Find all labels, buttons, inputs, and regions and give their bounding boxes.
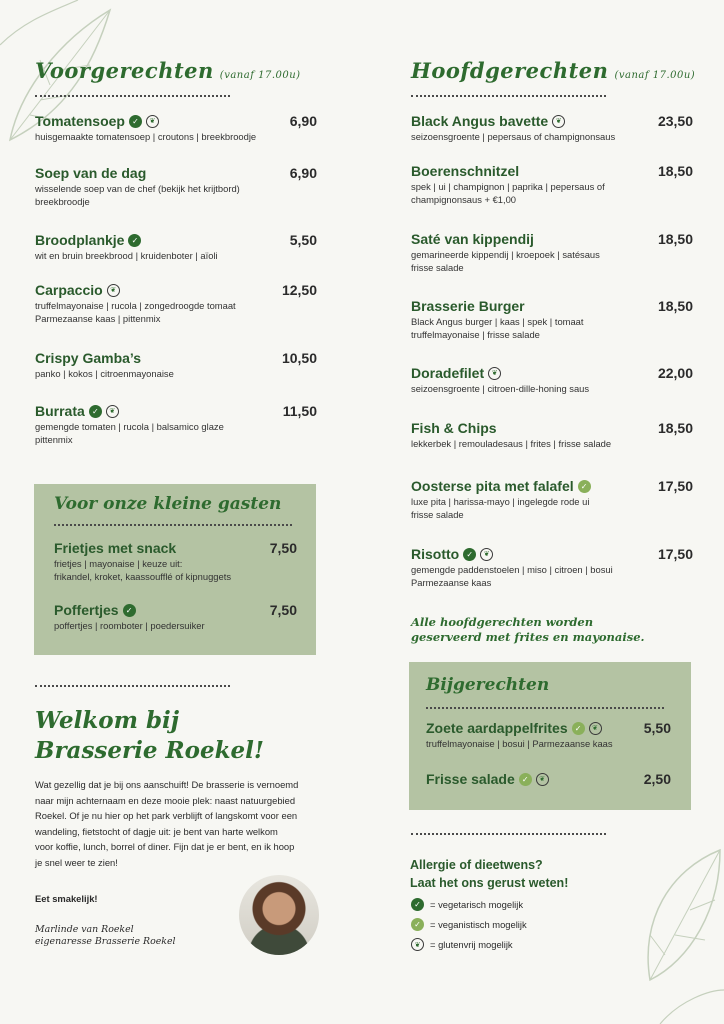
welcome-line: wandeling, fietstocht of dagje uit: je bent van harte welkom [35, 825, 278, 837]
description-line: seizoensgroente | citroen-dille-honing saus [411, 383, 590, 394]
vegan-icon: ✓ [572, 722, 585, 735]
menu-item-price: 23,50 [657, 113, 693, 129]
menu-item-price: 17,50 [657, 478, 693, 494]
menu-item [35, 350, 317, 381]
menu-item [411, 420, 693, 451]
menu-item-price: 18,50 [657, 231, 693, 247]
divider [35, 95, 230, 97]
menu-item-header [426, 720, 671, 736]
description-line: truffelmayonaise | frisse salade [411, 328, 540, 340]
description-line: Parmezaanse kaas | pittenmix [35, 312, 161, 324]
menu-item [35, 165, 317, 208]
description-line: breekbroodje [35, 195, 90, 207]
welcome-title [35, 706, 264, 766]
menu-item-name: Carpaccio [35, 282, 103, 298]
menu-item-header [35, 232, 317, 248]
menu-item-price: 11,50 [282, 403, 317, 419]
welcome-paragraph [35, 777, 325, 871]
welcome-title-line: Brasserie Roekel! [35, 737, 264, 764]
menu-item-description [35, 421, 317, 446]
description-line: spek | ui | champignon | paprika | pepersaus of [411, 181, 605, 192]
menu-item-header [54, 602, 297, 618]
gluten-free-icon: ❦ [146, 115, 159, 128]
menu-item-header [411, 298, 693, 314]
description-line: seizoensgroente | pepersaus of champignonsaus [411, 131, 616, 142]
menu-item-description [35, 368, 317, 381]
vegetarian-icon: ✓ [129, 115, 142, 128]
description-line: gemengde tomaten | rucola | balsamico glaze [35, 421, 224, 432]
welcome-line: voor koffie, lunch, borrel of diner. Fijn dat je er bent, en ik hoop [35, 841, 295, 853]
menu-item-price: 10,50 [281, 350, 317, 366]
menu-item [426, 720, 671, 751]
menu-item-header [35, 403, 317, 419]
gluten-free-icon: ❦ [411, 938, 424, 951]
menu-item [411, 546, 693, 589]
menu-item [411, 113, 693, 144]
menu-item-name: Broodplankje [35, 232, 125, 248]
description-line: frisse salade [411, 261, 464, 273]
description-line: panko | kokos | citroenmayonaise [35, 368, 174, 379]
mains-title-text: Hoofdgerechten [411, 58, 609, 83]
menu-item-description [411, 383, 693, 396]
description-line: wit en bruin breekbrood | kruidenboter | aïoli [35, 250, 218, 261]
legend-label: = vegetarisch mogelijk [430, 899, 524, 910]
menu-item-header [411, 365, 693, 381]
vegetarian-icon: ✓ [123, 604, 136, 617]
allergy-heading [410, 856, 568, 892]
menu-item-price: 18,50 [657, 163, 693, 179]
menu-item-name: Crispy Gamba’s [35, 350, 142, 366]
menu-item-description [35, 300, 317, 325]
legend-label: = veganistisch mogelijk [430, 919, 527, 930]
menu-item [411, 365, 693, 396]
legend-row [411, 918, 527, 931]
menu-item [411, 163, 693, 206]
menu-item-name: Zoete aardappelfrites [426, 720, 568, 736]
menu-item-price: 2,50 [643, 771, 671, 787]
menu-item-price: 12,50 [281, 282, 317, 298]
menu-item-name: Frisse salade [426, 771, 515, 787]
description-line: frietjes | mayonaise | keuze uit: [54, 558, 183, 569]
starters-subtitle: (vanaf 17.00u) [219, 70, 301, 81]
menu-item-description [411, 316, 693, 341]
menu-item [54, 602, 297, 633]
gluten-free-icon: ❦ [589, 722, 602, 735]
menu-item-name: Frietjes met snack [54, 540, 177, 556]
owner-photo [239, 875, 319, 955]
vegetarian-icon: ✓ [89, 405, 102, 418]
menu-item [411, 231, 693, 274]
menu-item-price: 22,00 [657, 365, 693, 381]
menu-item-header [35, 282, 317, 298]
welcome-title-line: Welkom bij [35, 707, 180, 734]
allergy-line: Laat het ons gerust weten! [410, 876, 569, 890]
leaf-decoration-icon [0, 0, 80, 50]
gluten-free-icon: ❦ [536, 773, 549, 786]
gluten-free-icon: ❦ [552, 115, 565, 128]
menu-item-description [411, 249, 693, 274]
menu-item-header [35, 113, 317, 129]
welcome-line: je snel weer te zien! [35, 856, 118, 868]
menu-item-header [411, 546, 693, 562]
menu-item-price: 5,50 [289, 232, 317, 248]
menu-item-name: Burrata [35, 403, 85, 419]
menu-item-price: 7,50 [269, 602, 297, 618]
vegetarian-icon: ✓ [411, 898, 424, 911]
description-line: truffelmayonaise | rucola | zongedroogde tomaat [35, 300, 236, 311]
menu-item [35, 113, 317, 144]
vegan-icon: ✓ [578, 480, 591, 493]
description-line: luxe pita | harissa-mayo | ingelegde rode ui [411, 496, 590, 507]
menu-item-name: Soep van de dag [35, 165, 147, 181]
welcome-line: naar mijn achternaam en deze mooie plek: naast natuurgebied [35, 794, 296, 806]
menu-item-name: Saté van kippendij [411, 231, 534, 247]
menu-item-header [35, 350, 317, 366]
sides-title: Bijgerechten [426, 675, 550, 695]
divider [411, 833, 606, 835]
divider [411, 95, 606, 97]
menu-item-name: Oosterse pita met falafel [411, 478, 574, 494]
welcome-line: Wat gezellig dat je bij ons aanschuift! De brasserie is vernoemd [35, 779, 299, 790]
description-line: truffelmayonaise | bosui | Parmezaanse kaas [426, 738, 613, 749]
menu-item-name: Brasserie Burger [411, 298, 525, 314]
signature [35, 924, 176, 948]
menu-item-header [411, 163, 693, 179]
legend-row [411, 938, 513, 951]
allergy-line: Allergie of dieetwens? [410, 858, 543, 872]
description-line: gemarineerde kippendij | kroepoek | satésaus [411, 249, 600, 260]
vegetarian-icon: ✓ [463, 548, 476, 561]
legend-label: = glutenvrij mogelijk [430, 939, 513, 950]
menu-item-name: Poffertjes [54, 602, 119, 618]
starters-title [35, 58, 301, 83]
mains-subtitle: (vanaf 17.00u) [614, 70, 696, 81]
menu-item-header [411, 420, 693, 436]
gluten-free-icon: ❦ [488, 367, 501, 380]
menu-item-header [411, 231, 693, 247]
menu-item-price: 6,90 [289, 113, 317, 129]
menu-item-name: Tomatensoep [35, 113, 125, 129]
menu-item-name: Fish & Chips [411, 420, 497, 436]
description-line: Black Angus burger | kaas | spek | tomaat [411, 316, 584, 327]
leaf-decoration-icon [620, 840, 724, 1024]
kids-title: Voor onze kleine gasten [54, 494, 282, 514]
menu-item-name: Doradefilet [411, 365, 485, 381]
menu-item-description [35, 131, 317, 144]
menu-item-description [411, 181, 693, 206]
menu-item-name: Risotto [411, 546, 460, 562]
menu-item [426, 771, 671, 789]
description-line: Parmezaanse kaas [411, 576, 492, 588]
menu-item [54, 540, 297, 583]
description-line: champignonsaus + €1,00 [411, 193, 517, 205]
menu-item-header [426, 771, 671, 787]
menu-item-description [426, 738, 671, 751]
gluten-free-icon: ❦ [106, 405, 119, 418]
menu-item-price: 18,50 [657, 298, 693, 314]
starters-title-text: Voorgerechten [35, 58, 214, 83]
mains-note-line: Alle hoofdgerechten worden [411, 615, 594, 629]
menu-item-price: 18,50 [657, 420, 693, 436]
divider [35, 685, 230, 687]
menu-item-description [411, 131, 693, 144]
description-line: frikandel, kroket, kaassoufflé of kipnuggets [54, 570, 232, 582]
vegan-icon: ✓ [411, 918, 424, 931]
menu-item-description [411, 564, 693, 589]
menu-item-header [35, 165, 317, 181]
description-line: poffertjes | roomboter | poedersuiker [54, 620, 205, 631]
closing-text: Eet smakelijk! [35, 893, 98, 904]
menu-item-description [54, 620, 297, 633]
menu-item-name: Boerenschnitzel [411, 163, 520, 179]
description-line: wisselende soep van de chef (bekijk het krijtbord) [35, 183, 240, 194]
mains-note [411, 615, 645, 645]
menu-item [35, 403, 317, 446]
menu-item-price: 7,50 [269, 540, 297, 556]
menu-item [411, 298, 693, 341]
vegetarian-icon: ✓ [128, 234, 141, 247]
menu-item [35, 282, 317, 325]
menu-item-name: Black Angus bavette [411, 113, 549, 129]
divider [426, 707, 664, 709]
menu-item-description [35, 250, 317, 263]
description-line: huisgemaakte tomatensoep | croutons | breekbroodje [35, 131, 257, 142]
description-line: pittenmix [35, 433, 73, 445]
menu-item-description [411, 496, 693, 521]
menu-item-price: 5,50 [643, 720, 671, 736]
description-line: lekkerbek | remouladesaus | frites | frisse salade [411, 438, 612, 449]
mains-note-line: geserveerd met frites en mayonaise. [411, 630, 645, 644]
menu-item-price: 17,50 [657, 546, 693, 562]
menu-item-description [54, 558, 297, 583]
description-line: gemengde paddenstoelen | miso | citroen | bosui [411, 564, 613, 575]
description-line: frisse salade [411, 508, 464, 520]
divider [54, 524, 292, 526]
vegan-icon: ✓ [519, 773, 532, 786]
menu-item-header [411, 113, 693, 129]
mains-title [411, 58, 695, 83]
menu-item [411, 478, 693, 521]
gluten-free-icon: ❦ [480, 548, 493, 561]
menu-item-description [411, 438, 693, 451]
signature-name: Marlinde van Roekel [35, 924, 134, 935]
welcome-line: Roekel. Of je nu hier op het park verblijft of langskomt voor een [35, 810, 298, 822]
legend-row [411, 898, 523, 911]
gluten-free-icon: ❦ [107, 284, 120, 297]
menu-item-description [35, 183, 317, 208]
menu-item-price: 6,90 [289, 165, 317, 181]
menu-item-header [54, 540, 297, 556]
menu-item-header [411, 478, 693, 494]
signature-role: eigenaresse Brasserie Roekel [35, 936, 176, 947]
menu-item [35, 232, 317, 263]
